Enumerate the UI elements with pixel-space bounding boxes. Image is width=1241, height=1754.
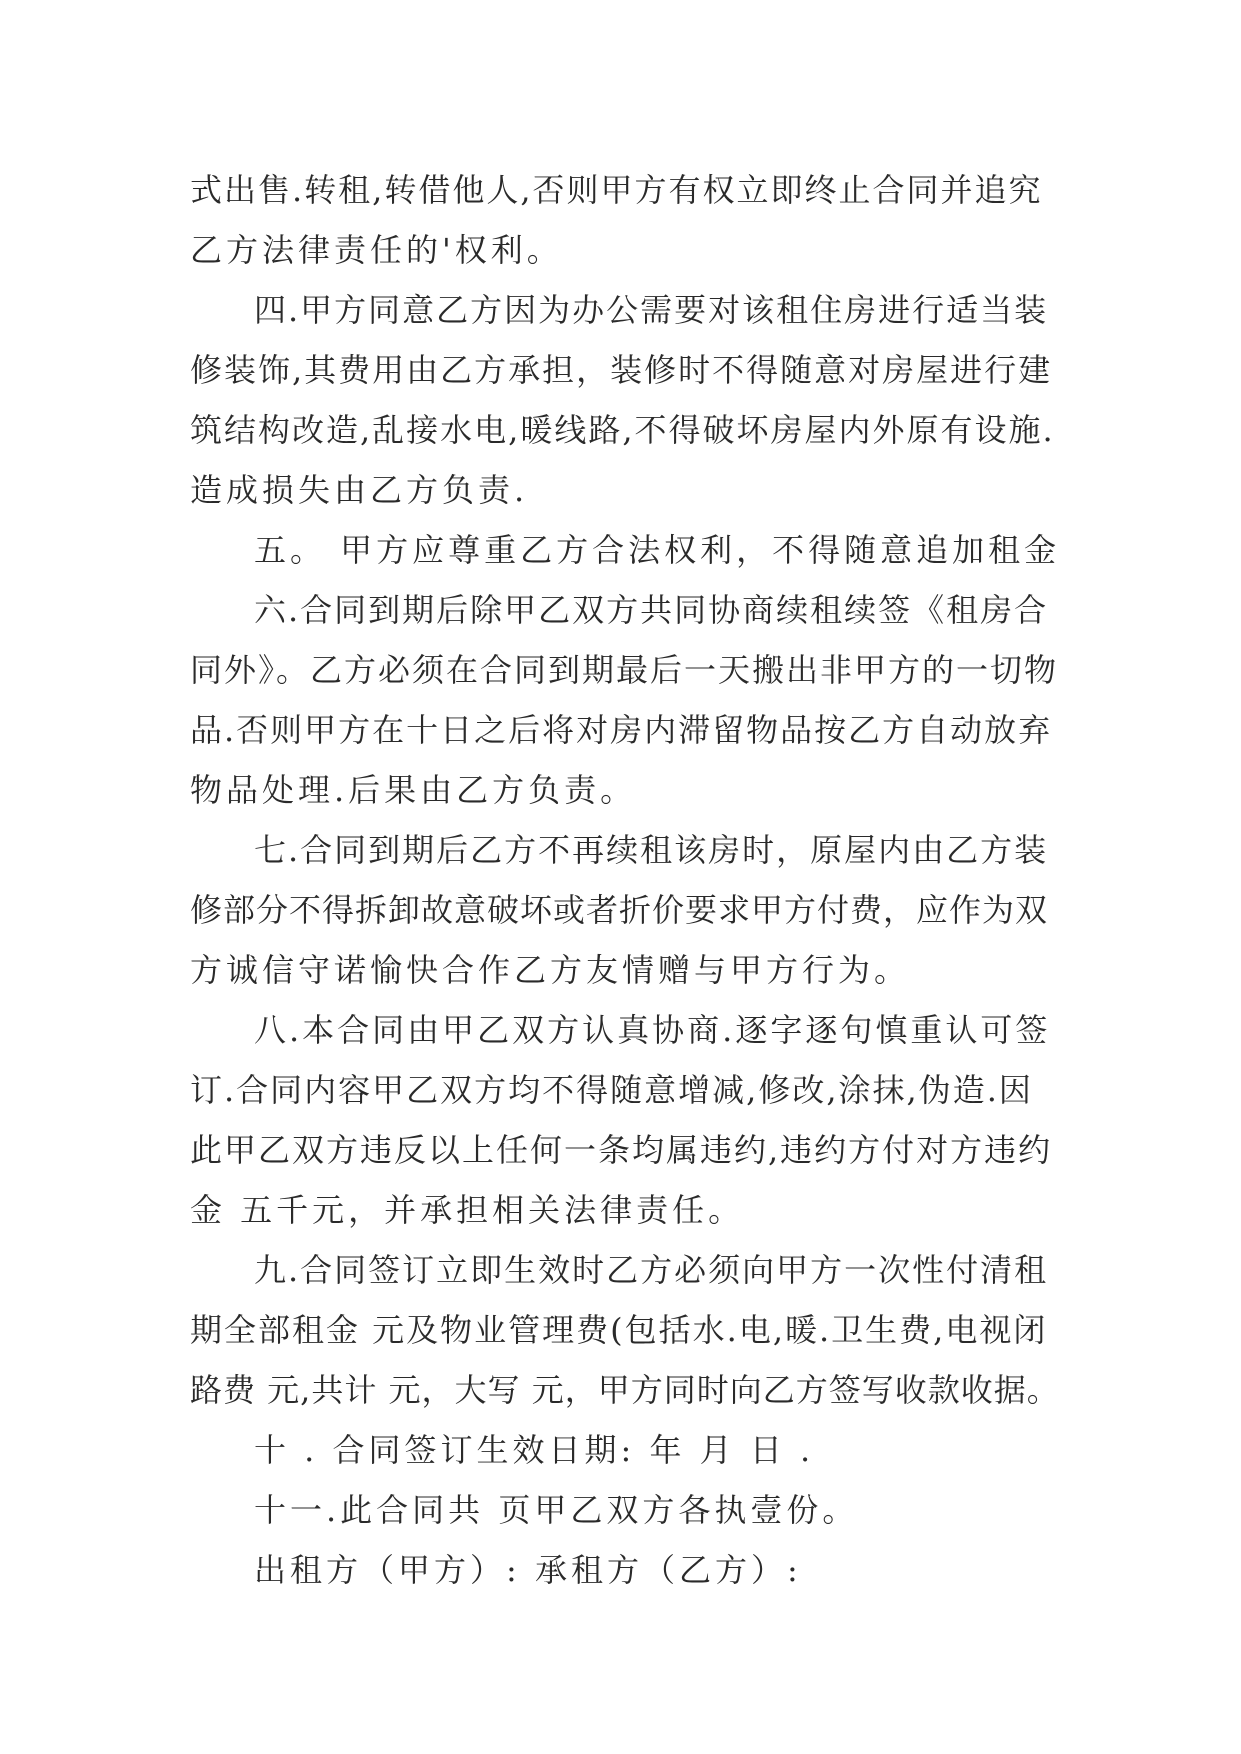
text-line: 式出售.转租,转借他人,否则甲方有权立即终止合同并追究 bbox=[190, 171, 1043, 209]
text-line: 方诚信守诺愉快合作乙方友情赠与甲方行为。 bbox=[190, 951, 911, 989]
text-line: 造成损失由乙方负责. bbox=[190, 471, 529, 509]
text-line: 物品处理.后果由乙方负责。 bbox=[190, 771, 637, 809]
clause-6-line: 六.合同到期后除甲乙双方共同协商续租续签《租房合 bbox=[254, 591, 1049, 629]
text-line: 期全部租金 元及物业管理费(包括水.电,暖.卫生费,电视闭 bbox=[190, 1311, 1048, 1349]
text-line: 筑结构改造,乱接水电,暖线路,不得破坏房屋内外原有设施. bbox=[190, 411, 1055, 449]
clause-8-line: 八.本合同由甲乙双方认真协商.逐字逐句慎重认可签 bbox=[254, 1011, 1051, 1049]
clause-5-line: 五。 甲方应尊重乙方合法权利，不得随意追加租金 bbox=[254, 531, 1061, 569]
text-line: 此甲乙双方违反以上任何一条均属违约,违约方付对方违约 bbox=[190, 1131, 1053, 1169]
clause-9-line: 九.合同签订立即生效时乙方必须向甲方一次性付清租 bbox=[254, 1251, 1049, 1289]
text-line: 修装饰,其费用由乙方承担，装修时不得随意对房屋进行建 bbox=[190, 351, 1053, 389]
contract-text-body bbox=[190, 160, 1060, 1600]
text-line: 金 五千元，并承担相关法律责任。 bbox=[190, 1191, 745, 1229]
text-line: 品.否则甲方在十日之后将对房内滞留物品按乙方自动放弃 bbox=[190, 711, 1053, 749]
text-line: 同外》。乙方必须在合同到期最后一天搬出非甲方的一切物 bbox=[190, 651, 1059, 689]
clause-4-line: 四.甲方同意乙方因为办公需要对该租住房进行适当装 bbox=[254, 291, 1049, 329]
clause-7-line: 七.合同到期后乙方不再续租该房时，原屋内由乙方装 bbox=[254, 831, 1049, 869]
signature-parties-line: 出租方（甲方）: 承租方（乙方）: bbox=[254, 1551, 802, 1589]
text-line: 修部分不得拆卸故意破坏或者折价要求甲方付费，应作为双 bbox=[190, 891, 1049, 929]
clause-10-line: 十 . 合同签订生效日期: 年 月 日 . bbox=[254, 1431, 815, 1469]
clause-11-line: 十一.此合同共 页甲乙双方各执壹份。 bbox=[254, 1491, 859, 1529]
text-line: 乙方法律责任的'权利。 bbox=[190, 231, 563, 269]
text-line: 路费 元,共计 元，大写 元，甲方同时向乙方签写收款收据。 bbox=[190, 1371, 1060, 1409]
text-line: 订.合同内容甲乙双方均不得随意增减,修改,涂抹,伪造.因 bbox=[190, 1071, 1033, 1109]
